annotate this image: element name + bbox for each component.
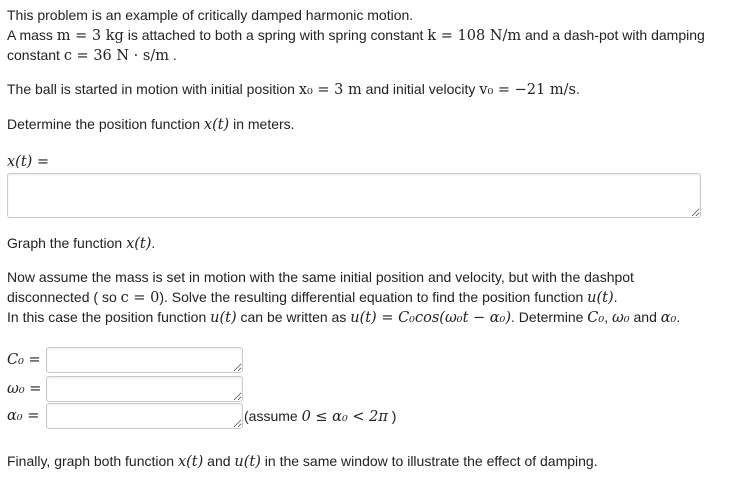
initial-velocity: v₀ = −21 m/s — [479, 82, 576, 98]
intro-text: This problem is an example of critically damped harmonic motion. — [7, 7, 414, 23]
w0-label: ω₀ = — [7, 381, 42, 397]
determine-instruction: Determine the position function x(t) in meters. — [7, 116, 295, 133]
c0-label: C₀ = — [7, 352, 41, 368]
w0-answer-input[interactable] — [46, 376, 243, 402]
cosine-form-statement: In this case the position function u(t) can be written as u(t) = C₀cos(ω₀t − α₀). Determine C₀, ω₀ and α₀. — [7, 309, 681, 326]
a0-label: α₀ = — [7, 408, 40, 424]
alpha-range-note: (assume 0 ≤ α₀ < 2π ) — [244, 408, 397, 425]
damping-statement: constant c = 36 N · s/m . — [7, 47, 177, 64]
graph-instruction: Graph the function x(t). — [7, 235, 156, 252]
a0-answer-input[interactable] — [46, 403, 243, 429]
initial-conditions: The ball is started in motion with initial position x₀ = 3 m and initial velocity v₀ = −21 m/s. — [7, 81, 580, 98]
undamped-intro: Now assume the mass is set in motion with the same initial position and velocity, but with the dashpot — [7, 269, 634, 285]
spring-constant: k = 108 N/m — [427, 28, 522, 44]
xt-label: x(t) = — [7, 154, 50, 170]
cosine-equation: u(t) = C₀cos(ω₀t − α₀) — [350, 310, 512, 326]
damping-constant: c = 36 N · s/m — [63, 48, 169, 64]
undamped-instruction: disconnected ( so c = 0). Solve the resulting differential equation to find the position function u(t). — [7, 289, 618, 306]
c0-answer-input[interactable] — [46, 347, 243, 373]
mass-statement: A mass m = 3 kg is attached to both a spring with spring constant k = 108 N/m and a dash-pot with damping — [7, 27, 705, 44]
mass-value: m = 3 kg — [56, 28, 124, 44]
initial-position: x₀ = 3 m — [298, 82, 362, 98]
final-instruction: Finally, graph both function x(t) and u(t) in the same window to illustrate the effect of damping. — [7, 453, 598, 470]
xt-answer-input[interactable] — [7, 173, 701, 218]
